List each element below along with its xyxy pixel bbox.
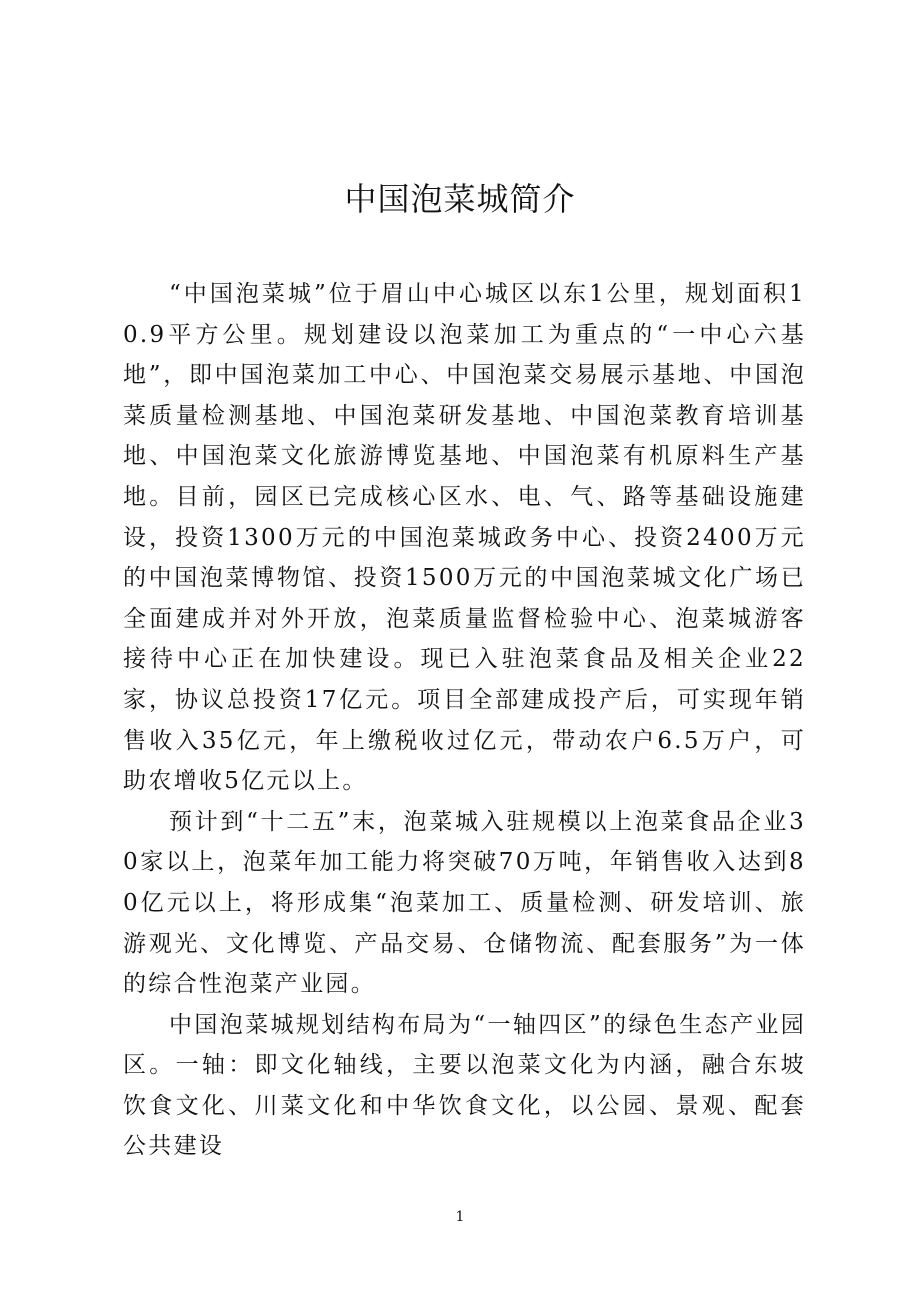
document-body xyxy=(123,274,806,1167)
paragraph-overview: “中国泡菜城”位于眉山中心城区以东1公里，规划面积10.9平方公里。规划建设以泡菜加工为重点的“一中心六基地”，即中国泡菜加工中心、中国泡菜交易展示基地、中国泡菜质量检测基地、中国泡菜研发基地、中国泡菜教育培训基地、中国泡菜文化旅游博览基地、中国泡菜有机原料生产基地。目前，园区已完成核心区水、电、气、路等基础设施建设，投资1300万元的中国泡菜城政务中心、投资2400万元的中国泡菜博物馆、投资1500万元的中国泡菜城文化广场已全面建成并对外开放，泡菜质量监督检验中心、泡菜城游客接待中心正在加快建设。现已入驻泡菜食品及相关企业22家，协议总投资17亿元。项目全部建成投产后，可实现年销售收入35亿元，年上缴税收过亿元，带动农户6.5万户，可助农增收5亿元以上。 xyxy=(123,281,806,795)
paragraph-plan: 预计到“十二五”末，泡菜城入驻规模以上泡菜食品企业30家以上，泡菜年加工能力将突破70万吨，年销售收入达到80亿元以上，将形成集“泡菜加工、质量检测、研发培训、旅游观光、文化博览、产品交易、仓储物流、配套服务”为一体的综合性泡菜产业园。 xyxy=(123,808,806,998)
paragraph-layout: 中国泡菜城规划结构布局为“一轴四区”的绿色生态产业园区。一轴：即文化轴线，主要以泡菜文化为内涵，融合东坡饮食文化、川菜文化和中华饮食文化，以公园、景观、配套公共建设 xyxy=(123,1011,806,1160)
page-number: 1 xyxy=(455,1209,465,1225)
document-title: 中国泡菜城简介 xyxy=(344,180,576,218)
